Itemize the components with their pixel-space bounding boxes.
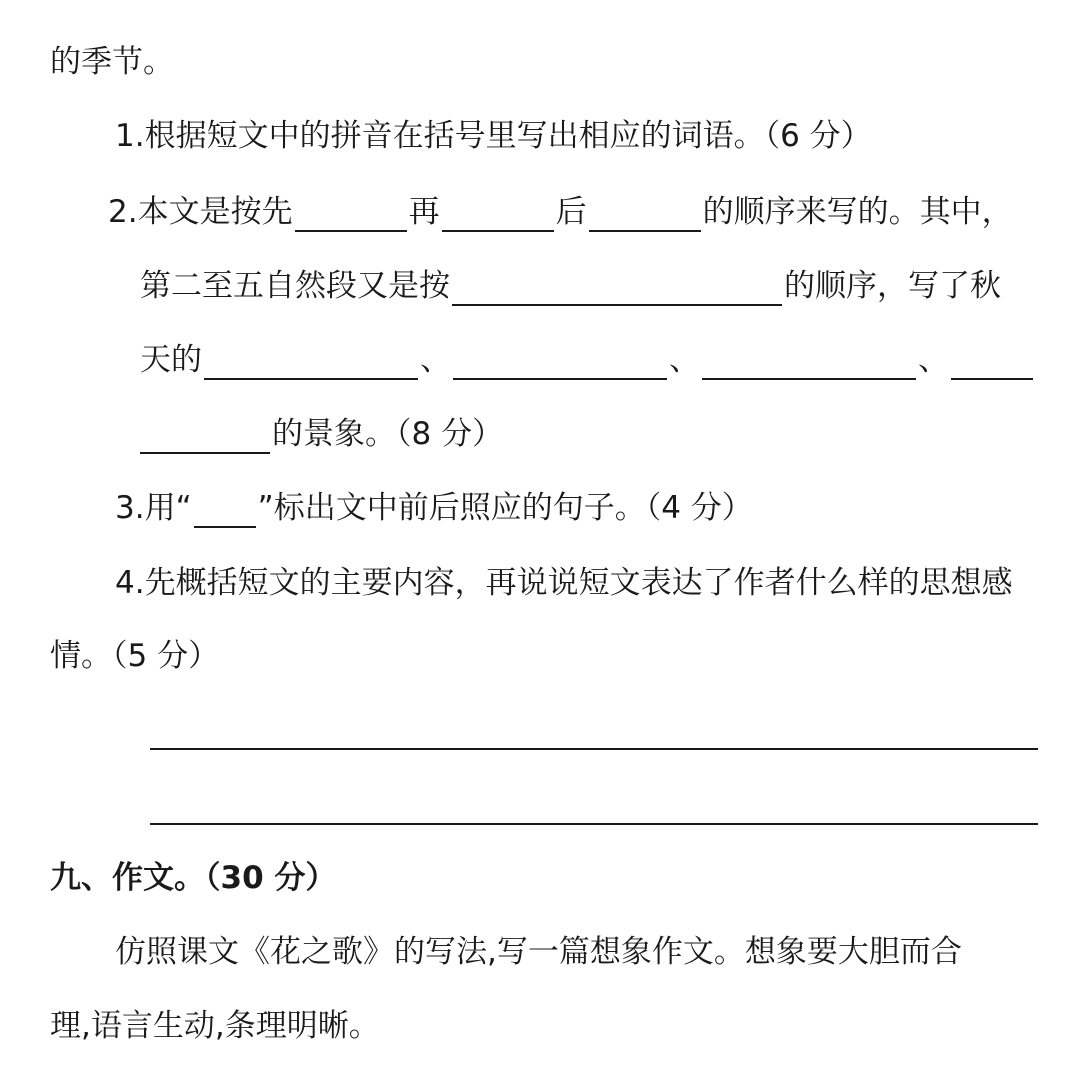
answer-blank[interactable]	[295, 196, 407, 232]
text-line-season	[50, 42, 174, 82]
section-9-text-a: 仿照课文《花之歌》的写法,写一篇想象作文。想象要大胆而合	[115, 934, 962, 970]
question-2-text-e: 第二至五自然段又是按	[140, 268, 450, 304]
question-3-text-a: 3.用“	[115, 490, 192, 526]
answer-blank[interactable]	[140, 418, 270, 454]
question-2-line-1	[108, 192, 1013, 232]
section-9-heading	[50, 858, 336, 898]
question-2-text-b: 再	[408, 194, 440, 230]
answer-blank[interactable]	[453, 344, 667, 380]
question-1-text: 1.根据短文中的拼音在括号里写出相应的词语。（6 分）	[115, 118, 872, 154]
answer-blank[interactable]	[589, 196, 701, 232]
question-3	[115, 488, 753, 528]
separator: 、	[420, 342, 451, 378]
section-9-paragraph-line-2	[50, 1006, 380, 1046]
question-2-text-a: 2.本文是按先	[108, 194, 293, 230]
answer-blank[interactable]	[204, 344, 418, 380]
question-4-text-b: 情。（5 分）	[50, 638, 220, 674]
question-2-text-c: 后	[555, 194, 587, 230]
question-2-text-g: 天的	[140, 342, 202, 378]
question-2-line-3	[140, 340, 1035, 380]
question-4-text-a: 4.先概括短文的主要内容，再说说短文表达了作者什么样的思想感	[115, 565, 1013, 601]
section-9-title: 九、作文。（30 分）	[50, 860, 337, 896]
question-2-line-2	[140, 266, 1001, 306]
answer-blank[interactable]	[702, 344, 916, 380]
answer-blank[interactable]	[194, 492, 256, 528]
question-2-text-h: 的景象。（8 分）	[272, 416, 504, 452]
answer-blank[interactable]	[951, 344, 1033, 380]
answer-blank[interactable]	[452, 270, 782, 306]
section-9-paragraph-line-1	[115, 932, 962, 972]
question-4-line-2	[50, 636, 219, 676]
answer-line[interactable]	[150, 823, 1038, 825]
question-2-text-f: 的顺序，写了秋	[784, 268, 1001, 304]
question-1	[115, 116, 872, 156]
question-2-text-d: 的顺序来写的。其中，	[702, 194, 1013, 230]
answer-line[interactable]	[150, 748, 1038, 750]
section-9-text-b: 理,语言生动,条理明晰。	[50, 1008, 380, 1044]
question-4-line-1	[115, 563, 1013, 603]
text-fragment: 的季节。	[50, 44, 174, 80]
separator: 、	[669, 342, 700, 378]
separator: 、	[918, 342, 949, 378]
question-2-line-4	[140, 414, 503, 454]
question-3-text-b: ”标出文中前后照应的句子。（4 分）	[257, 490, 753, 526]
answer-blank[interactable]	[442, 196, 554, 232]
